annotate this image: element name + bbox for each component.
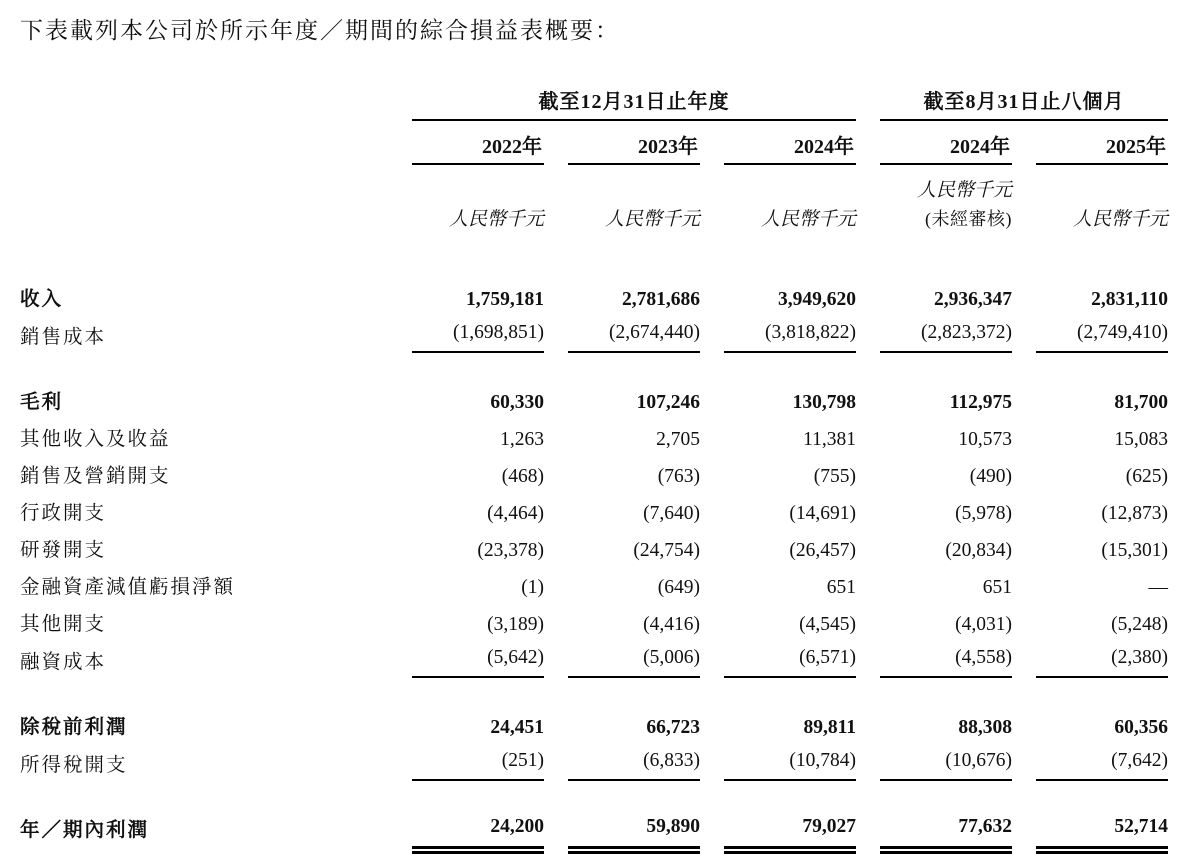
cell-value: (23,378) [477,540,544,561]
cell-value: (7,642) [1036,746,1168,781]
table-row [20,569,1168,606]
cell-value: 60,330 [490,392,544,413]
table-row [20,281,1168,318]
income-statement-table [20,85,1168,849]
cell-value: (5,978) [955,503,1012,524]
cell-value: (4,416) [643,614,700,635]
row-label: 行政開支 [20,503,107,524]
column-group-eight-months-aug31: 截至8月31日止八個月 [880,85,1168,121]
table-body [20,281,1168,849]
cell-value: (649) [657,577,700,598]
cell-value: (6,571) [724,643,856,678]
cell-value: 2,705 [656,429,700,450]
row-label: 銷售成本 [20,327,107,348]
cell-value: (3,818,822) [724,318,856,353]
cell-value: 2,831,110 [1091,289,1168,310]
cell-value: (5,642) [412,643,544,678]
cell-value: (468) [501,466,544,487]
row-label: 融資成本 [20,652,107,673]
cell-value: (490) [969,466,1012,487]
unit-label: 人民幣千元 [1072,209,1168,230]
cell-value: 651 [982,577,1012,598]
cell-value: 24,200 [412,812,544,849]
cell-value: (26,457) [789,540,856,561]
unit-label: 人民幣千元 [916,180,1012,201]
column-group-year-ended-dec31: 截至12月31日止年度 [412,85,856,121]
table-row [20,532,1168,569]
cell-value: 59,890 [568,812,700,849]
table-row [20,812,1168,849]
currency-unit-row [20,165,1168,231]
row-label: 收入 [20,289,64,310]
row-label: 其他開支 [20,614,107,635]
row-label: 所得稅開支 [20,755,128,776]
year-header-2022: 2022年 [412,121,544,165]
cell-value: 77,632 [880,812,1012,849]
cell-value: 1,759,181 [466,289,544,310]
cell-value: 3,949,620 [778,289,856,310]
cell-value: (4,545) [799,614,856,635]
row-label: 除稅前利潤 [20,717,128,738]
row-label: 年／期內利潤 [20,820,150,841]
year-header-2025: 2025年 [1036,121,1168,165]
cell-value: (7,640) [643,503,700,524]
cell-value: (3,189) [487,614,544,635]
cell-value: (12,873) [1101,503,1168,524]
table-row [20,458,1168,495]
cell-value: (755) [813,466,856,487]
row-label: 銷售及營銷開支 [20,466,171,487]
cell-value: (14,691) [789,503,856,524]
cell-value: 2,781,686 [622,289,700,310]
cell-value: (4,031) [955,614,1012,635]
unit-label: 人民幣千元 [448,209,544,230]
cell-value: (5,248) [1111,614,1168,635]
cell-value: 107,246 [636,392,700,413]
cell-value: 1,263 [500,429,544,450]
cell-value: (763) [657,466,700,487]
table-row [20,495,1168,532]
cell-value: 11,381 [803,429,856,450]
unaudited-note: (未經審核) [925,209,1012,229]
column-group-header-row [20,85,1165,121]
year-header-row [20,121,1165,165]
cell-value: 66,723 [646,717,700,738]
cell-value: 2,936,347 [934,289,1012,310]
table-row [20,606,1168,643]
row-label: 金融資產減值虧損淨額 [20,577,236,598]
year-header-2024-8m: 2024年 [880,121,1012,165]
table-row [20,746,1168,784]
cell-value: 89,811 [803,717,856,738]
cell-value: 10,573 [958,429,1012,450]
cell-value: (1,698,851) [412,318,544,353]
row-label: 毛利 [20,392,64,413]
cell-value: (4,464) [487,503,544,524]
unit-label-with-note [880,165,1012,231]
table-row [20,709,1168,746]
cell-value: 651 [826,577,856,598]
cell-value: 81,700 [1114,392,1168,413]
cell-value: 60,356 [1114,717,1168,738]
row-label: 研發開支 [20,540,107,561]
cell-value: 112,975 [949,392,1012,413]
cell-value: (2,380) [1036,643,1168,678]
cell-value: (2,823,372) [880,318,1012,353]
cell-value: (2,674,440) [568,318,700,353]
cell-value: (6,833) [568,746,700,781]
year-header-2023: 2023年 [568,121,700,165]
unit-label: 人民幣千元 [604,209,700,230]
cell-value: (20,834) [945,540,1012,561]
cell-value: (24,754) [633,540,700,561]
cell-value: 15,083 [1114,429,1168,450]
row-label: 其他收入及收益 [20,429,171,450]
cell-value: (10,676) [880,746,1012,781]
cell-value: (5,006) [568,643,700,678]
cell-value: 130,798 [792,392,856,413]
cell-value: — [1148,577,1168,598]
cell-value: (4,558) [880,643,1012,678]
cell-value: 24,451 [490,717,544,738]
table-row [20,421,1168,458]
cell-value: 52,714 [1036,812,1168,849]
table-row [20,318,1168,356]
year-header-2024: 2024年 [724,121,856,165]
cell-value: 88,308 [958,717,1012,738]
unit-label: 人民幣千元 [760,209,856,230]
cell-value: (2,749,410) [1036,318,1168,353]
table-row [20,643,1168,681]
table-row [20,384,1168,421]
intro-sentence: 下表載列本公司於所示年度／期間的綜合損益表概要： [20,18,620,43]
cell-value: (10,784) [724,746,856,781]
cell-value: (625) [1125,466,1168,487]
cell-value: 79,027 [724,812,856,849]
cell-value: (1) [521,577,544,598]
cell-value: (15,301) [1101,540,1168,561]
cell-value: (251) [412,746,544,781]
